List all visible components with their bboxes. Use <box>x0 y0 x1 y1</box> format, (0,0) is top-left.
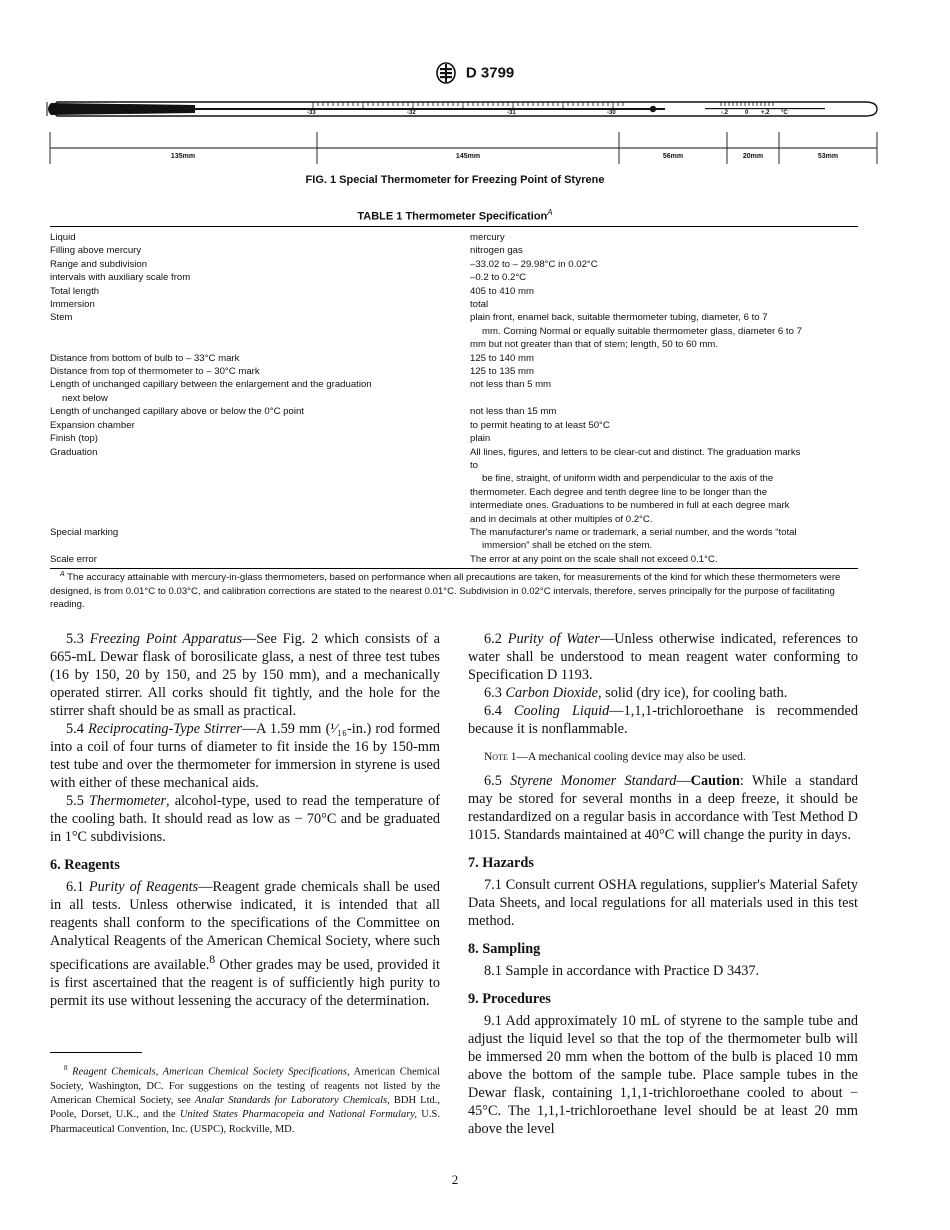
spec-value-line: All lines, figures, and letters to be clear-cut and distinct. The graduation marks <box>470 446 801 458</box>
section-7-1: 7.1 Consult current OSHA regulations, supplier's Material Safety Data Sheets, and local regulations for all materials used in this test method. <box>468 877 858 929</box>
table-footnote <box>50 568 858 611</box>
scale-labels <box>307 110 788 116</box>
section-text: , solid (dry ice), for cooling bath. <box>597 685 788 701</box>
section-number: 6.4 <box>484 703 502 719</box>
caution-label: Caution <box>690 773 740 789</box>
spec-key-line: Length of unchanged capillary between the enlargement and the graduation <box>50 379 372 391</box>
table-title-text: TABLE 1 Thermometer Specification <box>357 210 548 223</box>
spec-key: Scale error <box>50 553 97 565</box>
spec-key: Total length <box>50 285 100 297</box>
spec-key: Finish (top) <box>50 433 98 445</box>
spec-value <box>470 446 858 526</box>
section-number: 5.3 <box>66 631 84 647</box>
astm-logo-icon <box>436 62 456 84</box>
scale-label-minus32: -32 <box>407 110 416 116</box>
section-6-2 <box>468 630 858 684</box>
table-row <box>50 227 858 245</box>
spec-key: Special marking <box>50 526 119 538</box>
table-row <box>50 419 858 432</box>
table-row <box>50 432 858 445</box>
spec-value-line: thermometer. Each degree and tenth degree line to be longer than the <box>470 486 768 498</box>
spec-value: 125 to 135 mm <box>470 366 534 378</box>
section-title: Cooling Liquid <box>513 703 610 719</box>
section-title: Reciprocating-Type Stirrer <box>88 721 242 737</box>
footnote-mark: 8 <box>64 1064 68 1072</box>
section-8-1: 8.1 Sample in accordance with Practice D 3437. <box>484 963 760 979</box>
spec-value <box>470 526 858 553</box>
table-row <box>50 553 858 569</box>
section-6-3 <box>468 684 858 702</box>
section-text: —Unless otherwise indicated, references to water shall be understood to mean reagent water conforming to Specification D 1193. <box>468 631 858 683</box>
spec-value: 125 to 140 mm <box>470 352 534 364</box>
section-6-5: 6.5 Styrene Monomer Standard—Caution: While a standard may be stored for several months in a deep freeze, it should be restandardized on a regular basis in accordance with Test Method D 1015. Standards maintained at 40°C will change the purity in days. <box>468 773 858 843</box>
section-text: —A 1.59 mm (¹⁄₁₆-in.) rod formed into a coil of four turns of diameter to fit inside the 16 by 150-mm test tube and over the thermometer for immersion in styrene is used with either of these mechanical aids. <box>50 721 440 791</box>
right-column <box>468 630 858 1138</box>
table-row <box>50 365 858 378</box>
section-number: 6.1 <box>66 879 84 895</box>
thermometer-tube <box>47 102 877 116</box>
heading-reagents: 6. Reagents <box>50 857 120 873</box>
scale-label-minus31: -31 <box>507 110 516 116</box>
section-title: Freezing Point Apparatus <box>89 631 242 647</box>
spec-value-line: mm. Corning Normal or equally suitable thermometer glass, diameter 6 to 7 <box>482 325 802 337</box>
section-number: 6.2 <box>484 631 502 647</box>
section-text: —See Fig. 2 which consists of a 665-mL Dewar flask of borosilicate glass, a nest of three test tubes (16 by 150, 20 by 150, and 25 by 150 mm), and a mechanically operated stirrer. All corks should fit tightly, and the hole for the stirrer shaft should be as small as practical. <box>50 631 441 719</box>
dimension-145mm: 145mm <box>455 153 481 160</box>
table-row <box>50 244 858 257</box>
spec-value-line: to <box>470 459 479 471</box>
section-text: —1,1,1-trichloroethane is recommended because it is nonflammable. <box>468 703 858 737</box>
table-footnote-mark: A <box>60 571 65 578</box>
spec-value: The error at any point on the scale shall not exceed 0.1°C. <box>470 553 718 565</box>
scale-label-unit: °C <box>781 110 788 116</box>
spec-value <box>470 311 858 351</box>
table-row <box>50 378 858 405</box>
table-row <box>50 446 858 526</box>
spec-value: nitrogen gas <box>470 245 523 257</box>
section-title: Thermometer <box>89 793 167 809</box>
spec-key: Liquid <box>50 232 76 243</box>
section-5-4 <box>50 720 440 792</box>
scale-label-minus33: -33 <box>307 110 316 116</box>
spec-value: 405 to 410 mm <box>470 285 534 297</box>
spec-value-line: and in decimals at other multiples of 0.2°C. <box>470 513 653 525</box>
section-title: Purity of Reagents <box>88 879 199 895</box>
table-row <box>50 285 858 298</box>
spec-key: Immersion <box>50 299 95 311</box>
section-text: : While a standard may be stored for several months in a deep freeze, it should be restandardized on a regular basis in accordance with Test Method D 1015. Standards maintained at 40°C will change the purity in days. <box>468 773 858 843</box>
spec-key: Distance from bottom of bulb to – 33°C mark <box>50 352 240 364</box>
spec-value-line: plain front, enamel back, suitable thermometer tubing, diameter, 6 to 7 <box>470 312 768 324</box>
spec-key: Expansion chamber <box>50 419 135 431</box>
footnote-text: U.S. Pharmaceutical Convention, Inc. (USPC), Rockville, MD. <box>50 1109 440 1135</box>
spec-key: intervals with auxiliary scale from <box>50 272 191 284</box>
table-row <box>50 298 858 311</box>
figure-caption: FIG. 1 Special Thermometer for Freezing Point of Styrene <box>305 174 605 186</box>
thermometer-figure <box>45 96 885 168</box>
footnote-8 <box>50 1061 440 1137</box>
spec-key: Distance from top of thermometer to – 30°C mark <box>50 366 260 378</box>
spec-key: Range and subdivision <box>50 258 148 270</box>
page-number: 2 <box>451 1172 459 1187</box>
spec-value: to permit heating to at least 50°C <box>470 419 610 431</box>
spec-value-line: The manufacturer's name or trademark, a serial number, and the words “total <box>470 526 797 538</box>
table-row <box>50 352 858 365</box>
left-column <box>50 630 440 1010</box>
spec-key <box>50 378 470 405</box>
section-text: Other grades may be used, provided it is first ascertained that the reagent is of sufficiently high purity to permit its use without lessening the accuracy of the determination. <box>50 956 440 1009</box>
spec-key-line: next below <box>62 392 108 404</box>
spec-value-line: be fine, straight, of uniform width and perpendicular to the axis of the <box>482 473 774 485</box>
scale-label-minus30: -30 <box>607 110 616 116</box>
table-row <box>50 405 858 418</box>
spec-key: Filling above mercury <box>50 245 142 257</box>
table-row <box>50 271 858 284</box>
dimension-135mm: 135mm <box>170 153 196 160</box>
footnote-text: American Chemical Society, Washington, DC. For suggestions on the testing of reagents not listed by the American Chemical Society, see <box>50 1066 440 1107</box>
spec-value: not less than 5 mm <box>470 379 552 391</box>
spec-value: –33.02 to – 29.98°C in 0.02°C <box>470 258 598 270</box>
section-text: , alcohol-type, used to read the temperature of the cooling bath. It should read as low as − 70°C and be graduated in 1°C subdivisions. <box>50 793 441 845</box>
dimension-labels <box>171 153 838 160</box>
spec-key: Graduation <box>50 446 98 458</box>
section-5-3 <box>50 630 440 720</box>
spec-value-line: mm but not greater than that of stem; length, 50 to 60 mm. <box>470 339 718 351</box>
table-row <box>50 311 858 351</box>
note-text: 1—A mechanical cooling device may also be used. <box>507 751 746 763</box>
section-6-1 <box>50 878 440 1010</box>
section-title: Styrene Monomer Standard <box>510 773 677 789</box>
footnote-italic: Analar Standards for Laboratory Chemicals, <box>194 1095 390 1107</box>
spec-value: plain <box>470 433 491 445</box>
footnote-italic: Reagent Chemicals, American Chemical Society Specifications, <box>72 1066 350 1078</box>
spec-value: total <box>470 299 489 311</box>
table-row <box>50 526 858 553</box>
note-1 <box>468 748 858 766</box>
scale-label-zero: 0 <box>745 110 749 116</box>
spec-key: Stem <box>50 312 73 324</box>
scale-label-plus02: +.2 <box>761 110 770 116</box>
section-5-5 <box>50 792 440 846</box>
scale-ticks <box>313 102 773 108</box>
dimension-56mm: 56mm <box>662 153 684 160</box>
section-title: Carbon Dioxide <box>505 685 598 701</box>
spec-value: mercury <box>470 232 505 243</box>
table-row <box>50 258 858 271</box>
section-number: 6.3 <box>484 685 502 701</box>
footnote-text: BDH Ltd., Poole, Dorset, U.K., and the <box>50 1095 440 1121</box>
table-title <box>0 208 910 223</box>
table-footnote-text: The accuracy attainable with mercury-in-glass thermometers, based on performance when all precautions are taken, for measurements of the kind for which these thermometers were designed, is from 0.01°C to 0.03°C, and calibration corrections are stated to the nearest 0.01°C. Subdivision in 0.02°C intervals, therefore, serves principally for the purpose of facilitating reading. <box>50 572 841 610</box>
section-6-4 <box>468 702 858 738</box>
footnote-divider <box>50 1052 142 1053</box>
section-9-1: 9.1 Add approximately 10 mL of styrene to the sample tube and adjust the liquid level so that the top of the thermometer bulb will be immersed 20 mm when the bottom of the bulb is placed 10 mm above the bottom of the sample tube. Place sample tubes in the Dewar flask, containing 1,1,1-trichloroethane cooled to about − 45°C. The 1,1,1-trichloroethane level should be at least 20 mm above the level <box>468 1013 858 1137</box>
scale-label-minus02: -.2 <box>721 110 729 116</box>
document-designation: D 3799 <box>465 64 515 82</box>
heading-procedures: 9. Procedures <box>468 991 551 1007</box>
section-number: 6.5 <box>484 773 502 789</box>
page-header <box>0 62 950 84</box>
section-number: 5.4 <box>66 721 84 737</box>
spec-value-line: intermediate ones. Graduations to be numbered in full at each degree mark <box>470 500 790 512</box>
heading-sampling: 8. Sampling <box>468 941 541 957</box>
section-title: Purity of Water <box>507 631 600 647</box>
dimension-20mm: 20mm <box>742 153 764 160</box>
spec-value: not less than 15 mm <box>470 406 557 418</box>
table-title-note-mark: A <box>547 208 553 217</box>
spec-value-line: immersion” shall be etched on the stem. <box>482 540 653 552</box>
footnote-italic: United States Pharmacopeia and National Formulary, <box>179 1109 417 1121</box>
heading-hazards: 7. Hazards <box>468 855 534 871</box>
thermometer-spec-table <box>50 226 858 569</box>
section-text: —Reagent grade chemicals shall be used in all tests. Unless otherwise indicated, it is intended that all reagents shall conform to the specifications of the Committee on Analytical Reagents of the American Chemical Society, where such specifications are available. <box>50 879 440 973</box>
note-label: Note <box>484 751 508 763</box>
section-number: 5.5 <box>66 793 84 809</box>
dimension-53mm: 53mm <box>817 153 839 160</box>
spec-value: –0.2 to 0.2°C <box>470 272 527 284</box>
spec-key: Length of unchanged capillary above or below the 0°C point <box>50 406 304 418</box>
footnote-reference[interactable]: 8 <box>209 952 216 966</box>
